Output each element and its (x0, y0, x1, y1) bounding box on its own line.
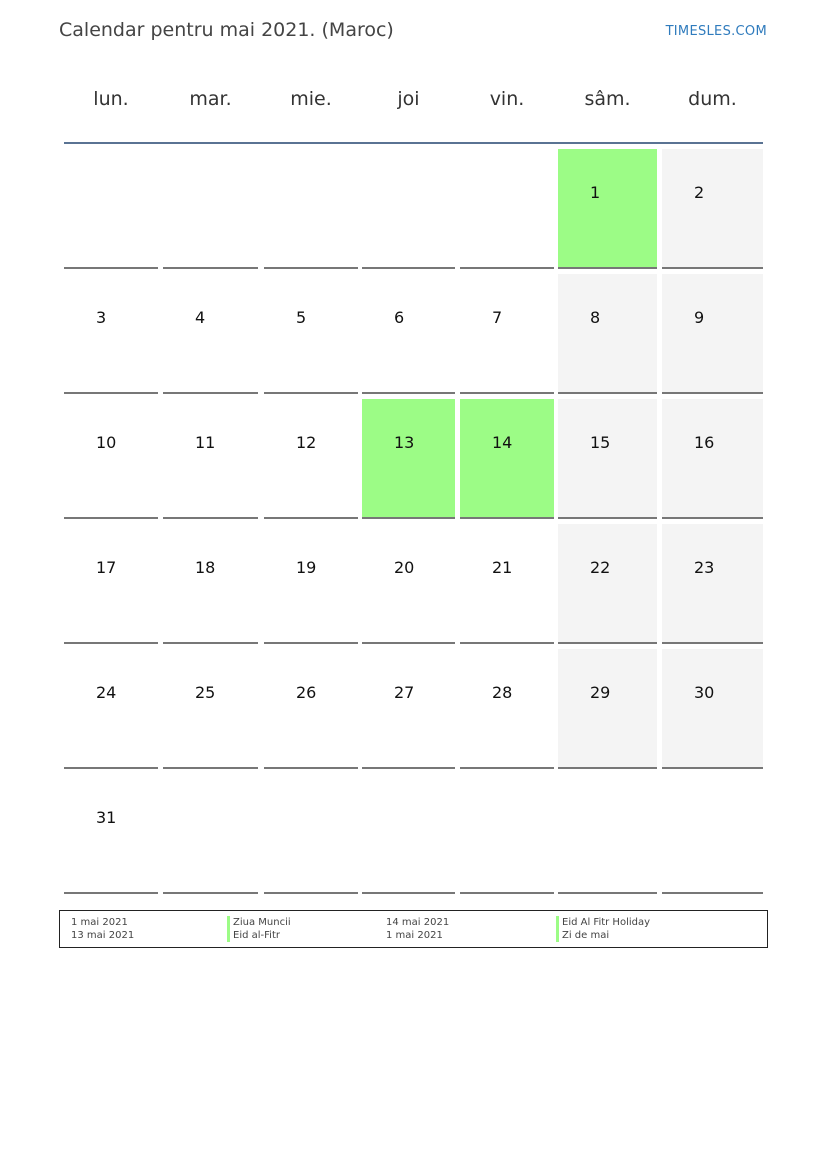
day-cell (558, 524, 657, 644)
day-number: 6 (394, 308, 405, 327)
weekday-label: joi (397, 88, 420, 110)
day-cell (558, 274, 657, 394)
day-cell (64, 274, 158, 394)
day-cell (362, 399, 455, 519)
empty-day-cell (460, 774, 554, 894)
empty-day-cell (163, 149, 258, 269)
brand-link[interactable]: TIMESLES.COM (665, 24, 767, 39)
day-number: 10 (96, 433, 117, 452)
day-number: 4 (195, 308, 206, 327)
weekday-label: mar. (189, 88, 232, 110)
legend-holiday-name (556, 916, 650, 929)
day-number: 2 (694, 183, 705, 202)
legend-date: 1 mai 2021 (386, 930, 443, 941)
day-number: 26 (296, 683, 317, 702)
legend-holiday-label: Eid Al Fitr Holiday (562, 917, 651, 928)
day-number: 21 (492, 558, 513, 577)
day-cell (460, 649, 554, 769)
legend-holiday-name (227, 929, 280, 942)
legend-holiday-name (227, 916, 291, 929)
day-number: 29 (590, 683, 611, 702)
day-number: 3 (96, 308, 107, 327)
day-cell (64, 649, 158, 769)
holiday-legend (59, 910, 768, 948)
legend-holiday-label: Eid al-Fitr (233, 930, 280, 941)
day-cell (362, 274, 455, 394)
legend-date: 1 mai 2021 (71, 917, 128, 928)
day-cell (362, 524, 455, 644)
day-number: 7 (492, 308, 503, 327)
day-number: 24 (96, 683, 117, 702)
day-number: 18 (195, 558, 216, 577)
day-cell (64, 774, 158, 894)
legend-date: 14 mai 2021 (386, 917, 450, 928)
empty-day-cell (64, 149, 158, 269)
day-cell (662, 524, 763, 644)
empty-day-cell (264, 149, 358, 269)
day-cell (264, 524, 358, 644)
day-cell (264, 274, 358, 394)
day-number: 5 (296, 308, 307, 327)
empty-day-cell (460, 149, 554, 269)
legend-holiday-label: Ziua Muncii (233, 917, 291, 928)
day-number: 20 (394, 558, 415, 577)
day-cell (163, 274, 258, 394)
empty-day-cell (362, 774, 455, 894)
day-cell (460, 274, 554, 394)
day-cell (362, 649, 455, 769)
weekday-label: sâm. (584, 88, 631, 110)
weekday-label: vin. (489, 88, 525, 110)
empty-day-cell (163, 774, 258, 894)
day-number: 31 (96, 808, 117, 827)
day-cell (163, 399, 258, 519)
day-cell (558, 649, 657, 769)
day-cell (163, 649, 258, 769)
day-number: 11 (195, 433, 216, 452)
empty-day-cell (362, 149, 455, 269)
day-cell (264, 649, 358, 769)
day-number: 15 (590, 433, 611, 452)
day-cell (662, 149, 763, 269)
day-number: 13 (394, 433, 415, 452)
legend-color-marker (556, 916, 559, 929)
day-cell (64, 399, 158, 519)
day-number: 14 (492, 433, 513, 452)
legend-color-marker (556, 929, 559, 942)
day-number: 25 (195, 683, 216, 702)
day-cell (662, 274, 763, 394)
day-number: 23 (694, 558, 715, 577)
weekday-header-row (64, 88, 763, 120)
day-number: 12 (296, 433, 317, 452)
empty-day-cell (264, 774, 358, 894)
legend-holiday-label: Zi de mai (562, 930, 610, 941)
weekday-label: mie. (290, 88, 332, 110)
day-cell (558, 149, 657, 269)
day-number: 30 (694, 683, 715, 702)
header-divider (64, 142, 763, 144)
day-cell (460, 399, 554, 519)
day-cell (264, 399, 358, 519)
day-number: 16 (694, 433, 715, 452)
day-cell (64, 524, 158, 644)
day-number: 17 (96, 558, 117, 577)
day-number: 8 (590, 308, 601, 327)
page-title: Calendar pentru mai 2021. (Maroc) (59, 19, 394, 41)
legend-holiday-name (556, 929, 609, 942)
empty-day-cell (558, 774, 657, 894)
day-number: 28 (492, 683, 513, 702)
legend-color-marker (227, 929, 230, 942)
day-cell (662, 399, 763, 519)
day-number: 22 (590, 558, 611, 577)
day-cell (662, 649, 763, 769)
legend-color-marker (227, 916, 230, 929)
day-number: 9 (694, 308, 705, 327)
empty-day-cell (662, 774, 763, 894)
day-cell (163, 524, 258, 644)
weekday-label: dum. (688, 88, 737, 110)
weekday-label: lun. (93, 88, 129, 110)
day-cell (460, 524, 554, 644)
day-number: 19 (296, 558, 317, 577)
day-number: 27 (394, 683, 415, 702)
day-cell (558, 399, 657, 519)
day-number: 1 (590, 183, 601, 202)
legend-date: 13 mai 2021 (71, 930, 135, 941)
